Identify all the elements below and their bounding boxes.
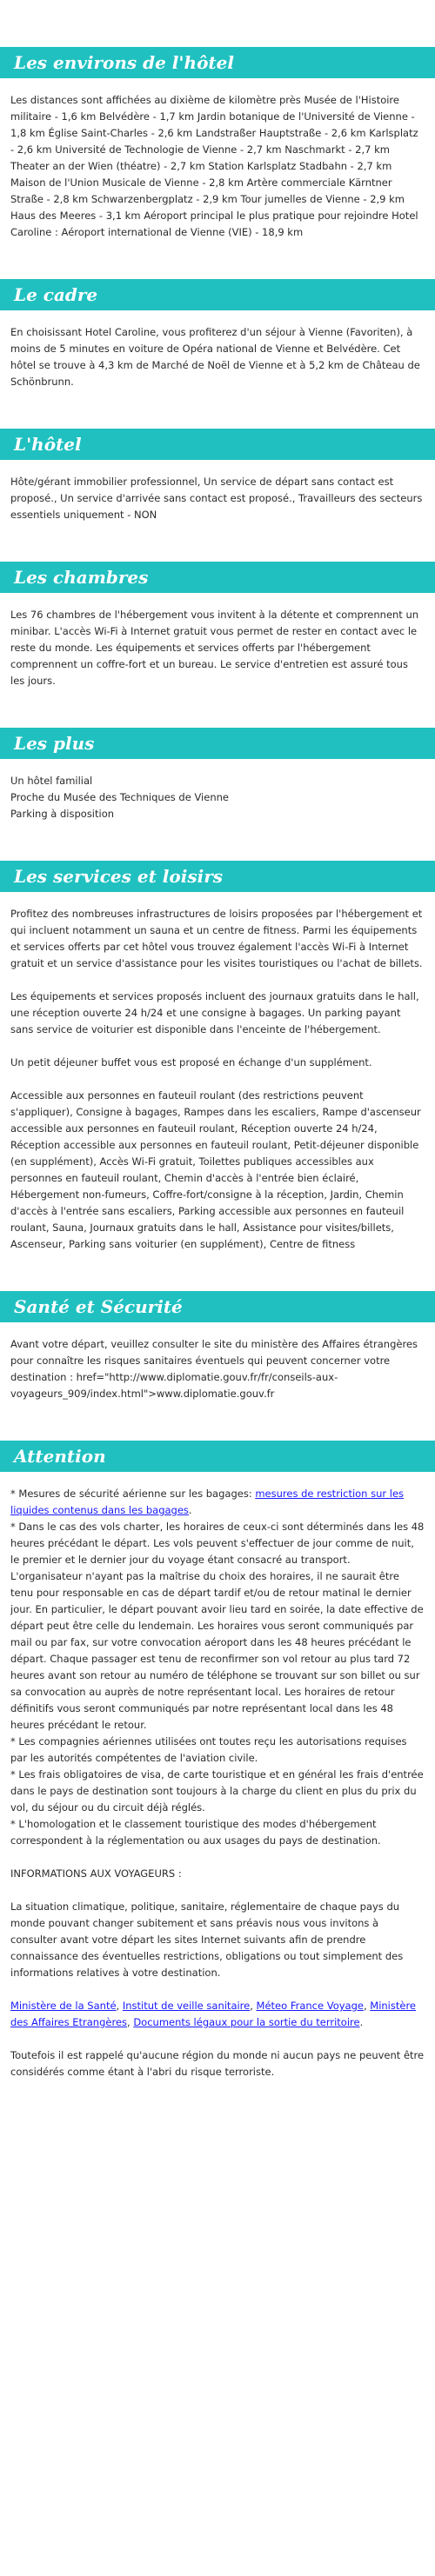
meteo-france-link[interactable]: Méteo France Voyage <box>256 2000 364 2012</box>
hotel-text: Hôte/gérant immobilier professionnel, Un service de départ sans contact est proposé., Un service d'arrivée sans contact est proposé., Travailleurs des secteurs essentiels uniquement - NON <box>10 476 423 521</box>
section-environs <box>0 47 435 241</box>
section-cadre <box>0 279 435 390</box>
separator: , <box>127 2016 134 2028</box>
attention-item: * Dans le cas des vols charter, les horaires de ceux-ci sont déterminés dans les 48 heures précédant le départ. Les vols peuvent s'effectuer de jour comme de nuit, le premier et le dernier jour du voyage étant consacré au transport. L'organisateur n'ayant pas la maîtrise du choix des horaires, il ne saurait être tenu pour responsable en cas de départ tardif et/ou de retour matinal le dernier jour. En particulier, le départ pouvant avoir lieu tard en soirée, la date effective de départ peut être celle du lendemain. Les horaires vous seront communiqués par mail ou par fax, sur votre convocation aéroport dans les 48 heures précédant le départ. Chaque passager est tenu de reconfirmer son vol retour au plus tard 72 heures avant son retour au numéro de téléphone se trouvant sur son billet ou sur sa convocation au auprès de notre représentant local. Les horaires de retour définitifs vous seront communiqués par notre représentant local dans les 48 heures précédant le retour. <box>10 1521 425 1731</box>
section-title-cadre: Le cadre <box>0 279 435 310</box>
section-sante <box>0 1291 435 1402</box>
section-plus <box>0 728 435 822</box>
attention-item: * Les frais obligatoires de visa, de carte touristique et en général les frais d'entrée dans le pays de destination sont toujours à la charge du client en plus du prix du vol, du séjour ou du circuit déjà réglés. <box>10 1768 424 1814</box>
separator: , <box>363 2000 371 2012</box>
section-title-environs: Les environs de l'hôtel <box>0 47 435 78</box>
info-text: La situation climatique, politique, sanitaire, réglementaire de chaque pays du monde pouvant changer subitement et sans préavis nous vous invitons à consulter avant votre départ les sites Internet suivants afin de prendre connaissance des éventuelles restrictions, obligations ou tout simplement des informations relatives à votre destination. <box>10 1900 404 1979</box>
ministere-sante-link[interactable]: Ministère de la Santé <box>10 2000 117 2012</box>
section-attention <box>0 1441 435 2080</box>
punctuation: . <box>188 1504 192 1516</box>
liquids-restriction-link[interactable]: mesures de restriction sur les liquides contenus dans les bagages <box>10 1488 405 1516</box>
chambres-text: Les 76 chambres de l'hébergement vous invitent à la détente et comprennent un minibar. L'accès Wi-Fi à Internet gratuit vous permet de rester en contact avec le reste du monde. Les équipements et services offerts par l'hébergement comprennent un coffre-fort et un bureau. Le service d'entretien est assuré tous les jours. <box>10 609 419 687</box>
attention-item: * Les compagnies aériennes utilisées ont toutes reçu les autorisations requises par les autorités compétentes de l'aviation civile. <box>10 1735 407 1764</box>
environs-text: Les distances sont affichées au dixième de kilomètre près Musée de l'Histoire militaire - 1,6 km Belvédère - 1,7 km Jardin botanique de l'Université de Vienne - 1,8 km Église Saint-Charles - 2,6 km Landstraßer Hauptstraße - 2,6 km Karlsplatz - 2,6 km Université de Technologie de Vienne - 2,7 km Naschmarkt - 2,7 km Theater an der Wien (théatre) - 2,7 km Station Karlsplatz Stadbahn - 2,7 km Maison de l'Union Musicale de Vienne - 2,8 km Artère commerciale Kärntner Straße - 2,8 km Schwarzenbergplatz - 2,9 km Tour jumelles de Vienne - 2,9 km Haus des Meeres - 3,1 km Aéroport principal le plus pratique pour rejoindre Hotel Caroline : Aéroport international de Vienne (VIE) - 18,9 km <box>10 94 418 238</box>
section-title-services: Les services et loisirs <box>0 861 435 892</box>
attention-item: * L'homologation et le classement touristique des modes d'hébergement correspondent à la réglementation ou aux usages du pays de destination. <box>10 1818 381 1847</box>
section-hotel <box>0 429 435 523</box>
cadre-text: En choisissant Hotel Caroline, vous profiterez d'un séjour à Vienne (Favoriten), à moins de 5 minutes en voiture de Opéra national de Vienne et Belvédère. Cet hôtel se trouve à 4,3 km de Marché de Noël de Vienne et à 5,2 km de Château de Schönbrunn. <box>10 326 420 388</box>
separator: , <box>116 2000 123 2012</box>
services-paragraph: Un petit déjeuner buffet vous est proposé en échange d'un supplément. <box>10 1056 372 1068</box>
separator: , <box>250 2000 257 2012</box>
attention-item <box>10 1486 425 1519</box>
section-title-plus: Les plus <box>0 728 435 759</box>
section-title-hotel: L'hôtel <box>0 429 435 460</box>
plus-line: Parking à disposition <box>10 808 115 820</box>
plus-line: Un hôtel familial <box>10 775 93 787</box>
section-title-sante: Santé et Sécurité <box>0 1291 435 1322</box>
info-heading: INFORMATIONS AUX VOYAGEURS : <box>10 1867 182 1880</box>
attention-list <box>10 1486 425 1849</box>
plus-line: Proche du Musée des Techniques de Vienne <box>10 791 229 803</box>
services-paragraph: Les équipements et services proposés incluent des journaux gratuits dans le hall, une réception ouverte 24 h/24 et une consigne à bagages. Un parking payant sans service de voiturier est disponible dans l'enceinte de l'hébergement. <box>10 990 419 1035</box>
section-title-attention: Attention <box>0 1441 435 1472</box>
affaires-etrangeres-link[interactable]: Ministère des Affaires Etrangères <box>10 2000 416 2028</box>
veille-sanitaire-link[interactable]: Institut de veille sanitaire <box>122 2000 251 2012</box>
final-text: Toutefois il est rappelé qu'aucune région du monde ni aucun pays ne peuvent être considérés comme étant à l'abri du risque terroriste. <box>10 2049 425 2078</box>
services-paragraph: Accessible aux personnes en fauteuil roulant (des restrictions peuvent s'appliquer), Consigne à bagages, Rampes dans les escaliers, Rampe d'ascenseur accessible aux personnes en fauteuil roulant, Réception ouverte 24 h/24, Réception accessible aux personnes en fauteuil roulant, Petit-déjeuner disponible (en supplément), Accès Wi-Fi gratuit, Toilettes publiques accessibles aux personnes en fauteuil roulant, Chemin d'accès à l'entrée bien éclairé, Hébergement non-fumeurs, Coffre-fort/consigne à la réception, Jardin, Chemin d'accès à l'entrée sans escaliers, Parking accessible aux personnes en fauteuil roulant, Sauna, Journaux gratuits dans le hall, Assistance pour visites/billets, Ascenseur, Parking sans voiturier (en supplément), Centre de fitness <box>10 1089 421 1250</box>
services-paragraph: Profitez des nombreuses infrastructures de loisirs proposées par l'hébergement et qui incluent notamment un sauna et un centre de fitness. Parmi les équipements et services offerts par cet hôtel vous trouvez également l'accès Wi-Fi à Internet gratuit et un service d'assistance pour les visites touristiques ou l'achat de billets. <box>10 908 423 969</box>
documents-legaux-link[interactable]: Documents légaux pour la sortie du territoire <box>133 2016 360 2028</box>
section-chambres <box>0 562 435 689</box>
section-title-chambres: Les chambres <box>0 562 435 593</box>
punctuation: . <box>359 2016 364 2028</box>
attention-item-text: * Mesures de sécurité aérienne sur les bagages: <box>10 1488 256 1500</box>
section-services <box>0 861 435 1253</box>
sante-text: Avant votre départ, veuillez consulter le site du ministère des Affaires étrangères pour connaître les risques sanitaires éventuels qui peuvent concerner votre destination : href="http://www.diplomatie.gouv.fr/fr/conseils-aux-voyageurs_909/index.html">www.diplomatie.gouv.fr <box>10 1338 418 1400</box>
info-links <box>10 1998 425 2031</box>
